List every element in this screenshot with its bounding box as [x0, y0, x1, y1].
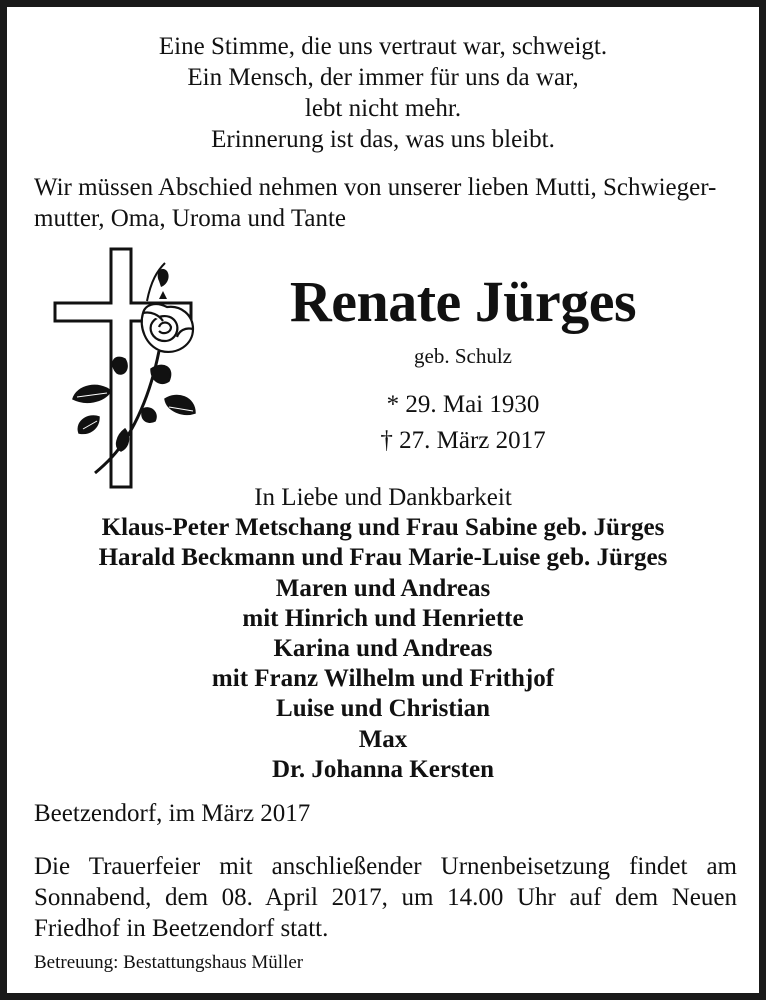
mourner: Dr. Johanna Kersten	[271, 755, 494, 783]
deceased-name: Renate Jürges	[289, 269, 637, 334]
mourner: Klaus-Peter Metschang und Frau Sabine geb. Jürges	[101, 514, 665, 542]
service-line: Sonnabend, dem 08. April 2017, um 14.00 Uhr auf dem Neuen	[34, 884, 737, 911]
poem-line: Ein Mensch, der immer für uns da war,	[187, 64, 579, 91]
mourners-lead: In Liebe und Dankbarkeit	[254, 484, 512, 511]
poem	[7, 31, 759, 155]
intro-text	[34, 172, 734, 234]
service-line: Die Trauerfeier mit anschließender Urnenbeisetzung findet am	[34, 853, 737, 880]
mourner: Karina und Andreas	[273, 635, 493, 663]
funeral-home-credit: Betreuung: Bestattungshaus Müller	[34, 952, 304, 973]
mourner: mit Hinrich und Henriette	[242, 604, 524, 632]
mourner: mit Franz Wilhelm und Frithjof	[211, 665, 555, 693]
intro-line: mutter, Oma, Uroma und Tante	[34, 205, 346, 232]
birth-date: * 29. Mai 1930	[386, 391, 540, 418]
mourner: Max	[358, 725, 408, 753]
funeral-service-info	[34, 851, 737, 944]
mourners-list	[7, 483, 759, 785]
service-line: Friedhof in Beetzendorf statt.	[34, 915, 329, 942]
mourner: Maren und Andreas	[275, 574, 491, 602]
poem-line: Erinnerung ist das, was uns bleibt.	[211, 126, 555, 153]
mourner: Luise und Christian	[276, 695, 490, 723]
place-date: Beetzendorf, im März 2017	[34, 800, 311, 827]
birth-name: geb. Schulz	[414, 344, 512, 368]
poem-line: Eine Stimme, die uns vertraut war, schweigt.	[158, 33, 608, 60]
mourner: Harald Beckmann und Frau Marie-Luise geb. Jürges	[98, 544, 668, 572]
death-date: † 27. März 2017	[380, 427, 546, 454]
intro-line: Wir müssen Abschied nehmen von unserer lieben Mutti, Schwieger-	[34, 174, 717, 201]
poem-line: lebt nicht mehr.	[304, 95, 462, 122]
